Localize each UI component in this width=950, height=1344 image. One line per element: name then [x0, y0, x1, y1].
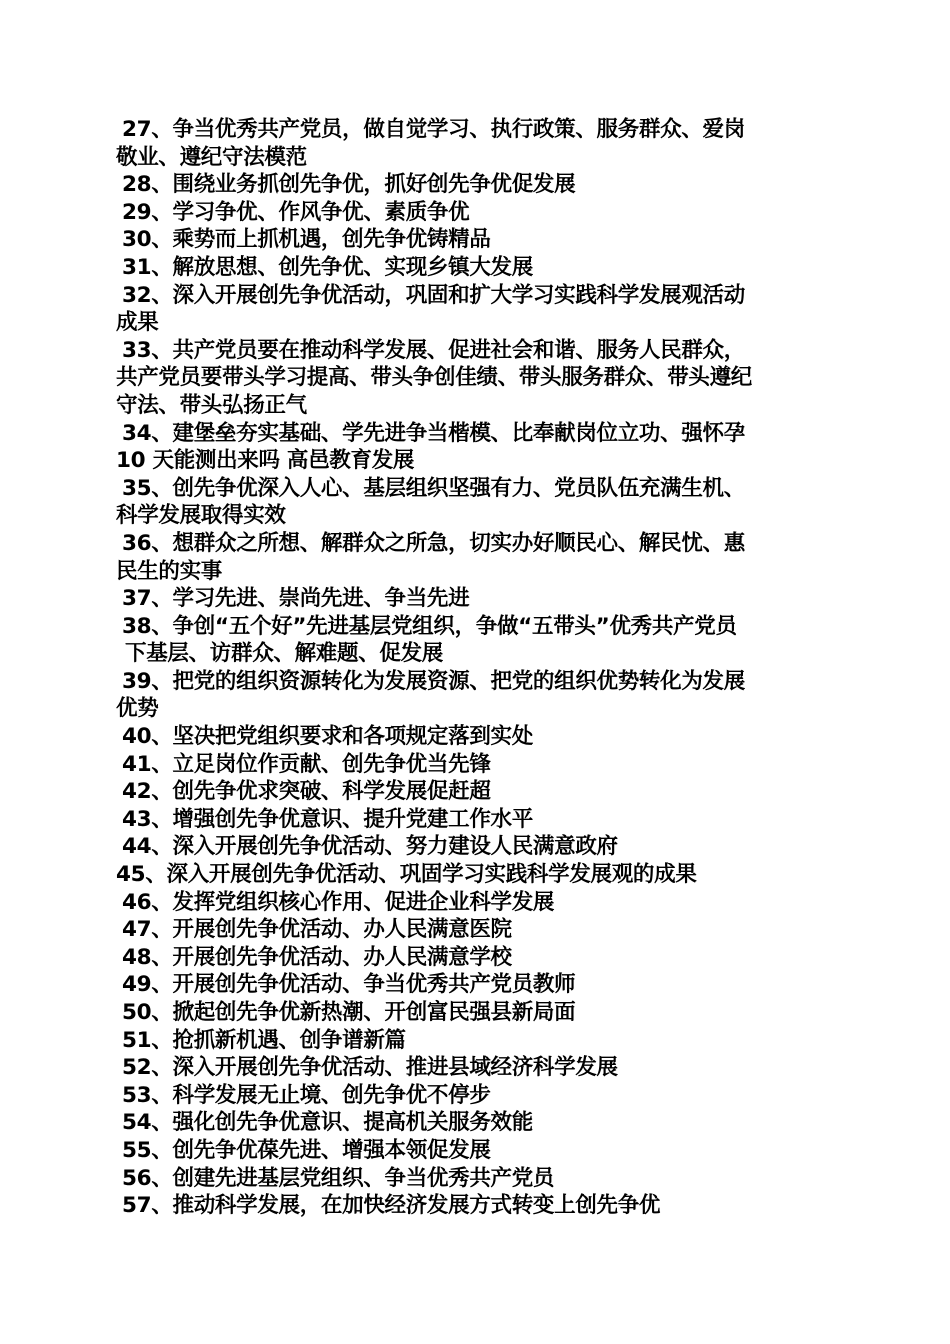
text-line: 成果 [116, 310, 159, 336]
text-line: 46、发挥党组织核心作用、促进企业科学发展 [122, 889, 555, 915]
text-line: 民生的实事 [116, 558, 223, 584]
text-line: 36、想群众之所想、解群众之所急，切实办好顺民心、解民忧、惠 [122, 530, 745, 556]
text-line: 35、创先争优深入人心、基层组织坚强有力、党员队伍充满生机、 [122, 475, 745, 501]
text-line: 34、建堡垒夯实基础、学先进争当楷模、比奉献岗位立功、强怀孕 [122, 420, 745, 446]
text-line: 49、开展创先争优活动、争当优秀共产党员教师 [122, 972, 576, 998]
text-line: 10 天能测出来吗 高邑教育发展 [116, 448, 415, 474]
text-line: 31、解放思想、创先争优、实现乡镇大发展 [122, 254, 533, 280]
text-line: 38、争创“五个好”先进基层党组织，争做“五带头”优秀共产党员 [122, 613, 737, 639]
text-line: 32、深入开展创先争优活动，巩固和扩大学习实践科学发展观活动 [122, 282, 745, 308]
text-line: 50、掀起创先争优新热潮、开创富民强县新局面 [122, 1000, 576, 1025]
text-line: 科学发展取得实效 [116, 503, 286, 529]
text-line: 57、推动科学发展，在加快经济发展方式转变上创先争优 [122, 1193, 661, 1219]
text-line: 41、立足岗位作贡献、创先争优当先锋 [122, 751, 491, 777]
text-line: 42、创先争优求突破、科学发展促赶超 [122, 779, 491, 805]
text-line: 守法、带头弘扬正气 [116, 392, 307, 418]
text-line: 55、创先争优葆先进、增强本领促发展 [122, 1137, 491, 1163]
text-line: 29、学习争优、作风争优、素质争优 [122, 199, 470, 225]
slogan-list [116, 116, 846, 1220]
text-line: 40、坚决把党组织要求和各项规定落到实处 [122, 724, 533, 750]
text-line: 28、围绕业务抓创先争优，抓好创先争优促发展 [122, 172, 576, 198]
text-line: 共产党员要带头学习提高、带头争创佳绩、带头服务群众、带头遵纪 [116, 365, 753, 391]
text-line: 48、开展创先争优活动、办人民满意学校 [122, 944, 512, 970]
text-line: 45、深入开展创先争优活动、巩固学习实践科学发展观的成果 [116, 862, 697, 888]
text-line: 37、学习先进、崇尚先进、争当先进 [122, 586, 470, 612]
text-line: 52、深入开展创先争优活动、推进县域经济科学发展 [122, 1055, 618, 1081]
text-line: 30、乘势而上抓机遇，创先争优铸精品 [122, 227, 491, 253]
text-line: 33、共产党员要在推动科学发展、促进社会和谐、服务人民群众， [122, 337, 745, 363]
text-line: 53、科学发展无止境、创先争优不停步 [122, 1082, 491, 1108]
text-line: 44、深入开展创先争优活动、努力建设人民满意政府 [122, 834, 618, 860]
text-line: 47、开展创先争优活动、办人民满意医院 [122, 917, 512, 943]
text-line: 27、争当优秀共产党员，做自觉学习、执行政策、服务群众、爱岗 [122, 117, 745, 142]
text-line: 56、创建先进基层党组织、争当优秀共产党员 [122, 1165, 555, 1191]
text-line: 43、增强创先争优意识、提升党建工作水平 [122, 806, 533, 832]
text-line: 敬业、遵纪守法模范 [116, 144, 307, 170]
text-line: 39、把党的组织资源转化为发展资源、把党的组织优势转化为发展 [122, 668, 745, 694]
text-line: 下基层、访群众、解难题、促发展 [125, 641, 444, 667]
text-line: 优势 [116, 696, 159, 722]
text-line: 54、强化创先争优意识、提高机关服务效能 [122, 1110, 533, 1136]
text-line: 51、抢抓新机遇、创争谱新篇 [122, 1027, 406, 1053]
